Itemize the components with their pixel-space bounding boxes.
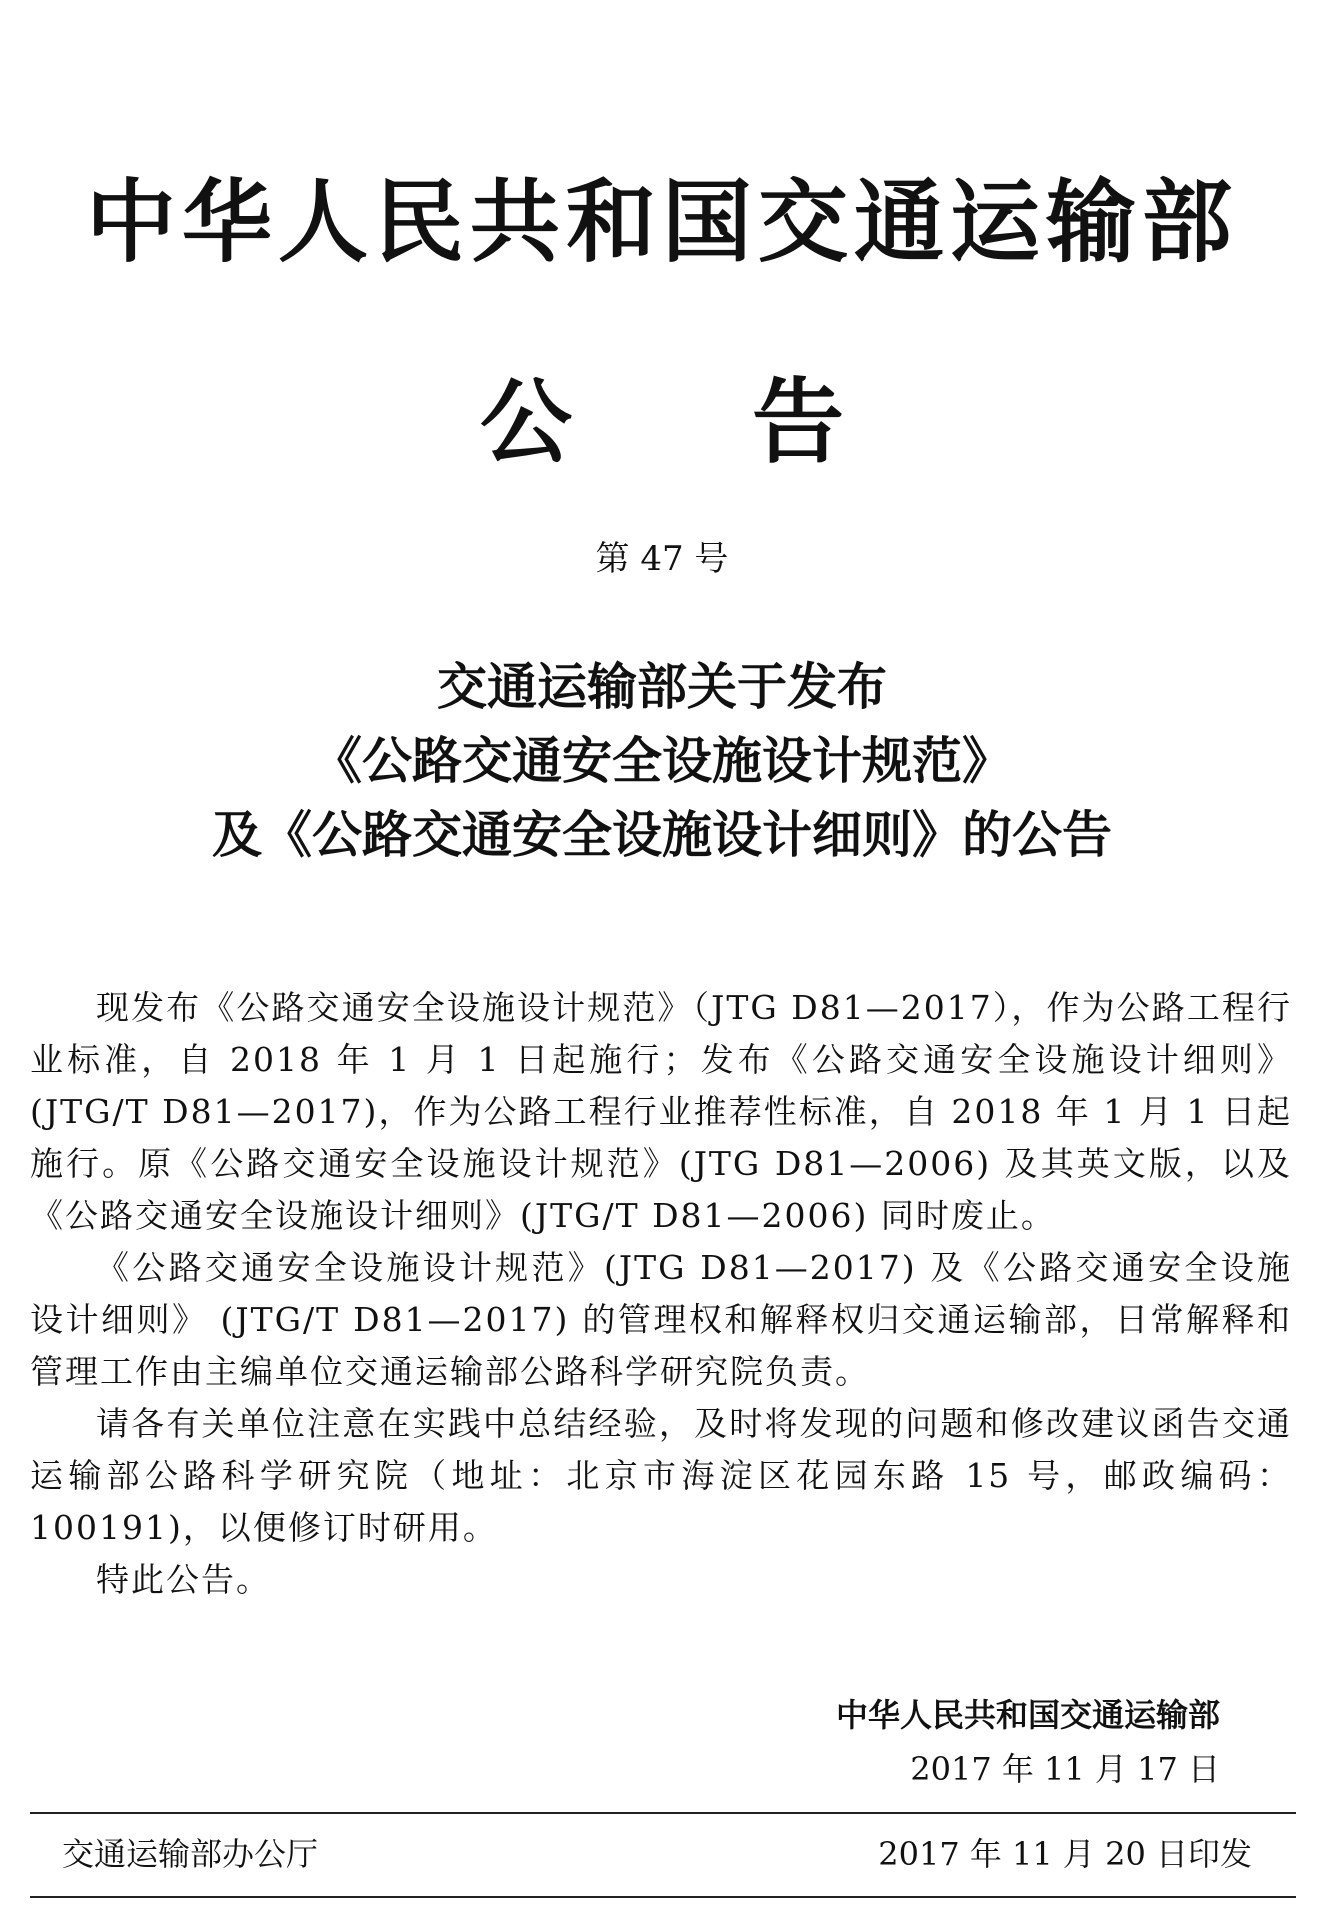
- document-type-title: [0, 368, 1324, 478]
- body-paragraph-1: 现发布《公路交通安全设施设计规范》（JTG D81—2017），作为公路工程行业标准，自 2018 年 1 月 1 日起施行；发布《公路交通安全设施设计细则》(JTG/T D81—2017)，作为公路工程行业推荐性标准，自 2018 年 1 月 1 日起施行。原《公路交通安全设施设计规范》(JTG D81—2006) 及其英文版，以及《公路交通安全设施设计细则》(JTG/T D81—2006) 同时废止。: [30, 988, 1292, 1235]
- body-paragraph-2: 《公路交通安全设施设计规范》(JTG D81—2017) 及《公路交通安全设施设计细则》 (JTG/T D81—2017) 的管理权和解释权归交通运输部，日常解释和管理工作由主编单位交通运输部公路科学研究院负责。: [30, 1248, 1292, 1391]
- body-paragraph-4: 特此公告。: [96, 1560, 271, 1599]
- ministry-title: 中华人民共和国交通运输部: [86, 170, 1238, 275]
- footer-issuer: 交通运输部办公厅: [62, 1835, 319, 1873]
- headline-line-1: 交通运输部关于发布: [437, 658, 887, 716]
- announcement-headline: [0, 650, 1324, 872]
- announcement-body: [30, 982, 1292, 1606]
- document-type-char-1: 公: [479, 369, 572, 476]
- document-type-char-2: 告: [752, 369, 845, 476]
- signature-organization: 中华人民共和国交通运输部: [835, 1696, 1220, 1734]
- footer-top-rule: [30, 1812, 1296, 1814]
- headline-line-2: 《公路交通安全设施设计规范》: [312, 732, 1012, 790]
- signature-date: 2017 年 11 月 17 日: [910, 1750, 1220, 1788]
- body-paragraph-3: 请各有关单位注意在实践中总结经验，及时将发现的问题和修改建议函告交通运输部公路科学研究院（地址：北京市海淀区花园东路 15 号，邮政编码：100191)，以便修订时研用。: [30, 1404, 1292, 1547]
- footer-print-date: 2017 年 11 月 20 日印发: [878, 1835, 1252, 1873]
- signature-block: [836, 1688, 1220, 1796]
- document-number: 第 47 号: [595, 539, 729, 579]
- footer-bottom-rule: [30, 1896, 1296, 1898]
- headline-line-3: 及《公路交通安全设施设计细则》的公告: [212, 806, 1112, 864]
